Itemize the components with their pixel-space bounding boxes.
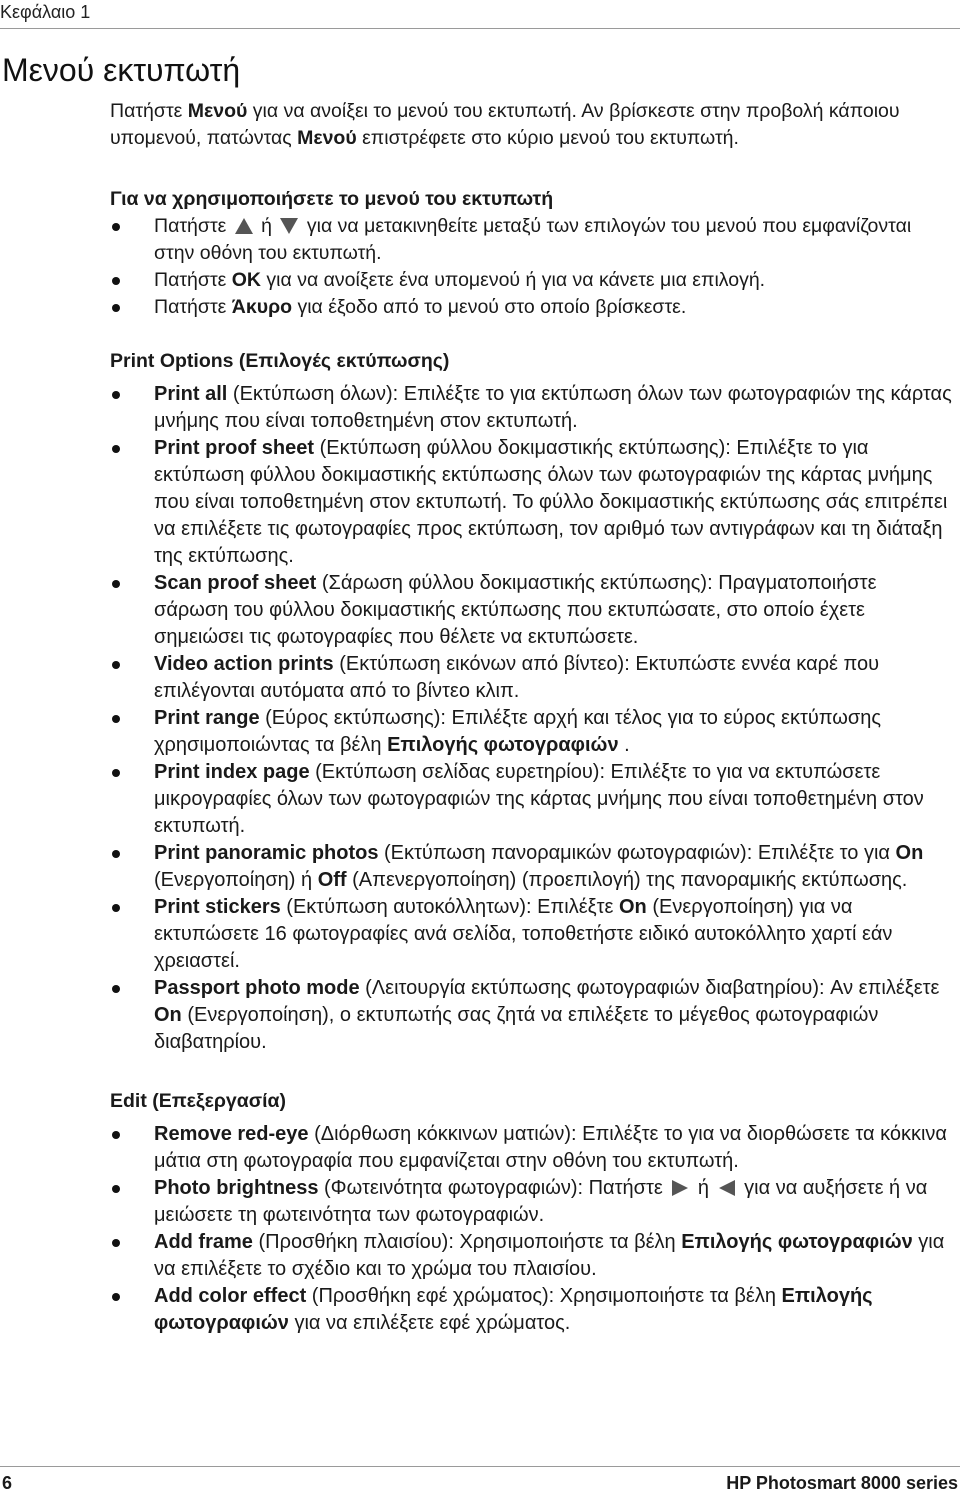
print-options-heading: Print Options (Επιλογές εκτύπωσης) [110, 350, 450, 372]
list-item: Passport photo mode (Λειτουργία εκτύπωσης φωτογραφιών διαβατηρίου): Αν επιλέξετε On (Ενεργοποίηση), ο εκτυπωτής σας ζητά να επιλέξετε το μέγεθος φωτογραφιών διαβατηρίου. [110, 975, 955, 1056]
list-item: Scan proof sheet (Σάρωση φύλλου δοκιμαστικής εκτύπωσης): Πραγματοποιήστε σάρωση του φύλλου δοκιμαστικής εκτύπωσης που εκτυπώσατε, στο οποίο έχετε σημειώσει τις φωτογραφίες που θέλετε να εκτυπώσετε. [110, 570, 955, 651]
intro-paragraph: Πατήστε Μενού για να ανοίξει το μενού του εκτυπωτή. Αν βρίσκεστε στην προβολή κάποιου υπομενού, πατώντας Μενού επιστρέφετε στο κύριο μενού του εκτυπωτή. [110, 100, 900, 149]
list-item: Print stickers (Εκτύπωση αυτοκόλλητων): Επιλέξτε On (Ενεργοποίηση) για να εκτυπώσετε 16 φωτογραφίες ανά σελίδα, τοποθετήστε ειδικό αυτοκόλλητο χαρτί εάν χρειαστεί. [110, 894, 955, 975]
usage-list [110, 213, 955, 321]
list-item: Add color effect (Προσθήκη εφέ χρώματος): Χρησιμοποιήστε τα βέλη Επιλογής φωτογραφιών για να επιλέξετε εφέ χρώματος. [110, 1283, 955, 1337]
arrow-left-icon [717, 1179, 737, 1197]
list-item: Print panoramic photos (Εκτύπωση πανοραμικών φωτογραφιών): Επιλέξτε το για On (Ενεργοποίηση) ή Off (Απενεργοποίηση) (προεπιλογή) της πανοραμικής εκτύπωσης. [110, 840, 955, 894]
list-item: Πατήστε ή για να μετακινηθείτε μεταξύ των επιλογών του μενού που εμφανίζονται στην οθόνη του εκτυπωτή. [110, 213, 955, 267]
list-item: Video action prints (Εκτύπωση εικόνων από βίντεο): Εκτυπώστε εννέα καρέ που επιλέγονται αυτόματα από το βίντεο κλιπ. [110, 651, 955, 705]
list-item: Remove red-eye (Διόρθωση κόκκινων ματιών): Επιλέξτε το για να διορθώσετε τα κόκκινα μάτια στη φωτογραφία που εμφανίζεται στην οθόνη του εκτυπωτή. [110, 1121, 955, 1175]
list-item: Add frame (Προσθήκη πλαισίου): Χρησιμοποιήστε τα βέλη Επιλογής φωτογραφιών για να επιλέξετε το σχέδιο και το χρώμα του πλαισίου. [110, 1229, 955, 1283]
arrow-down-icon [279, 217, 299, 235]
arrow-right-icon [670, 1179, 690, 1197]
list-item: Print all (Εκτύπωση όλων): Επιλέξτε το για εκτύπωση όλων των φωτογραφιών της κάρτας μνήμης που είναι τοποθετημένη στον εκτυπωτή. [110, 381, 955, 435]
list-item: Πατήστε Άκυρο για έξοδο από το μενού στο οποίο βρίσκεστε. [110, 294, 955, 321]
list-item: Photo brightness (Φωτεινότητα φωτογραφιών): Πατήστε ή για να αυξήσετε ή να μειώσετε τη φωτεινότητα των φωτογραφιών. [110, 1175, 955, 1229]
page-number: 6 [2, 1473, 13, 1493]
chapter-label: Κεφάλαιο 1 [0, 2, 91, 22]
arrow-up-icon [234, 217, 254, 235]
list-item: Print index page (Εκτύπωση σελίδας ευρετηρίου): Επιλέξτε το για να εκτυπώσετε μικρογραφίες όλων των φωτογραφιών της κάρτας μνήμης που είναι τοποθετημένη στον εκτυπωτή. [110, 759, 955, 840]
list-item: Πατήστε OK για να ανοίξετε ένα υπομενού ή για να κάνετε μια επιλογή. [110, 267, 955, 294]
list-item: Print range (Εύρος εκτύπωσης): Επιλέξτε αρχή και τέλος για το εύρος εκτύπωσης χρησιμοποιώντας τα βέλη Επιλογής φωτογραφιών . [110, 705, 955, 759]
print-options-list [110, 381, 955, 1056]
header-divider [0, 28, 960, 29]
footer-divider [0, 1466, 960, 1467]
main-content [110, 98, 955, 1337]
edit-list [110, 1121, 955, 1337]
edit-heading: Edit (Επεξεργασία) [110, 1090, 287, 1112]
usage-heading: Για να χρησιμοποιήσετε το μενού του εκτυπωτή [110, 188, 554, 210]
page-title: Μενού εκτυπωτή [2, 52, 241, 88]
list-item: Print proof sheet (Εκτύπωση φύλλου δοκιμαστικής εκτύπωσης): Επιλέξτε το για εκτύπωση φύλλου δοκιμαστικής εκτύπωσης όλων των φωτογραφιών της κάρτας μνήμης που είναι τοποθετημένη στον εκτυπωτή. Το φύλλο δοκιμαστικής εκτύπωσης σάς επιτρέπει να επιλέξετε τις φωτογραφίες προς εκτύπωση, τον αριθμό των αντιγράφων και τη διάταξη της εκτύπωσης. [110, 435, 955, 570]
product-name: HP Photosmart 8000 series [726, 1473, 958, 1493]
